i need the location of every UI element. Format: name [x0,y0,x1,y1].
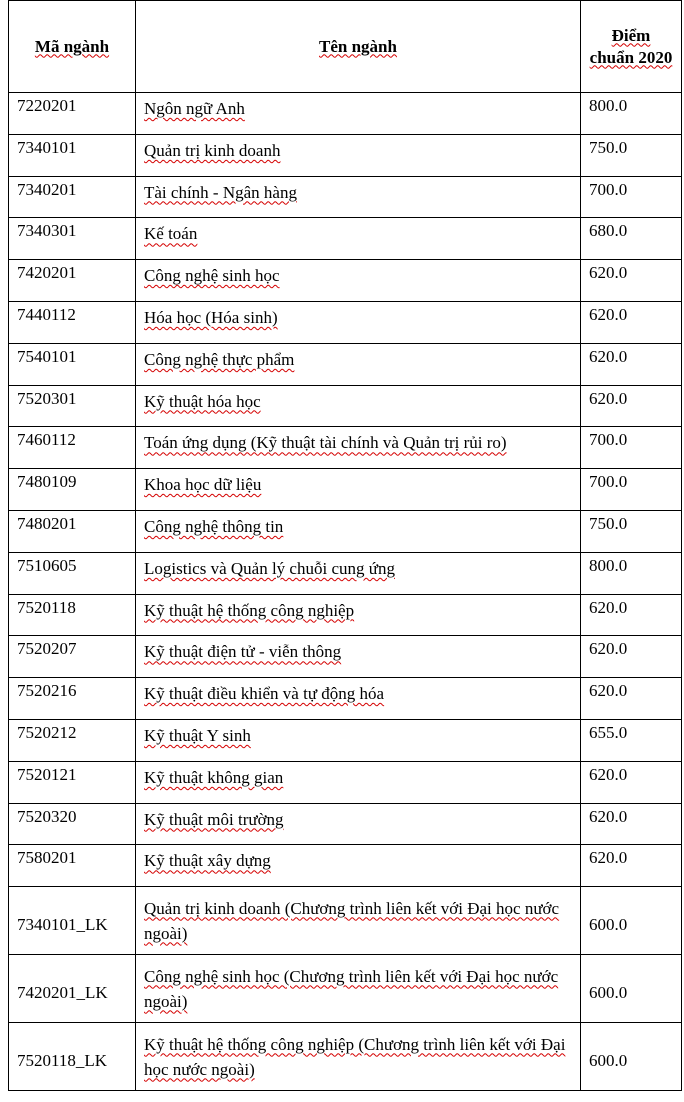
major-code-cell: 7340101_LK [9,887,136,955]
major-name-cell [136,761,581,803]
major-code-cell: 7520207 [9,636,136,678]
major-name-cell [136,93,581,135]
major-name-text: Kế toán [144,224,198,244]
table-row [9,260,682,302]
cutoff-score-cell: 655.0 [581,719,682,761]
major-code-cell: 7520301 [9,385,136,427]
major-code-cell: 7480109 [9,469,136,511]
cutoff-score-cell: 700.0 [581,427,682,469]
major-code-cell: 7520320 [9,803,136,845]
major-name-cell [136,1023,581,1091]
cutoff-score-cell: 620.0 [581,678,682,720]
table-row [9,385,682,427]
cutoff-score-cell: 800.0 [581,93,682,135]
major-code-cell: 7520121 [9,761,136,803]
major-name-cell [136,134,581,176]
header-major-code: Mã ngành [9,1,136,93]
cutoff-score-cell: 600.0 [581,887,682,955]
cutoff-score-cell: 620.0 [581,385,682,427]
major-code-cell: 7340101 [9,134,136,176]
major-name-cell [136,343,581,385]
major-name-text: Toán ứng dụng (Kỹ thuật tài chính và Quản trị rủi ro) [144,433,507,453]
cutoff-score-cell: 750.0 [581,134,682,176]
major-code-cell: 7220201 [9,93,136,135]
table-row [9,93,682,135]
table-row [9,636,682,678]
cutoff-score-cell: 620.0 [581,845,682,887]
table-row [9,594,682,636]
cutoff-score-cell: 620.0 [581,594,682,636]
major-code-cell: 7340301 [9,218,136,260]
major-code-cell: 7580201 [9,845,136,887]
major-name-text: Kỹ thuật không gian [144,767,284,787]
cutoff-score-cell: 620.0 [581,636,682,678]
major-name-text: Kỹ thuật hệ thống công nghiệp (Chương trình liên kết với Đại học nước ngoài) [144,1034,566,1079]
major-name-text: Kỹ thuật xây dựng [144,851,271,871]
major-name-text: Quản trị kinh doanh [144,140,281,160]
major-name-cell [136,845,581,887]
cutoff-score-cell: 600.0 [581,1023,682,1091]
major-name-text: Kỹ thuật điều khiển và tự động hóa [144,684,385,704]
major-code-cell: 7420201 [9,260,136,302]
major-name-cell [136,385,581,427]
cutoff-score-cell: 620.0 [581,260,682,302]
major-name-text: Kỹ thuật Y sinh [144,725,251,745]
major-code-cell: 7460112 [9,427,136,469]
cutoff-score-cell: 600.0 [581,955,682,1023]
table-row [9,134,682,176]
table-row [9,552,682,594]
major-name-cell [136,427,581,469]
major-name-text: Công nghệ thực phẩm [144,349,295,369]
major-name-text: Kỹ thuật hệ thống công nghiệp [144,600,355,620]
major-name-cell [136,887,581,955]
major-name-cell [136,955,581,1023]
major-code-cell: 7420201_LK [9,955,136,1023]
major-code-cell: 7520118_LK [9,1023,136,1091]
major-name-cell [136,552,581,594]
cutoff-score-cell: 620.0 [581,761,682,803]
major-name-text: Quản trị kinh doanh (Chương trình liên kết với Đại học nước ngoài) [144,898,560,943]
table-row [9,955,682,1023]
major-name-cell [136,803,581,845]
major-name-text: Tài chính - Ngân hàng [144,182,297,202]
major-name-cell [136,510,581,552]
major-name-text: Logistics và Quản lý chuỗi cung ứng [144,558,395,578]
table-row [9,510,682,552]
header-cutoff-score: Điểm chuẩn 2020 [581,1,682,93]
admission-scores-table [8,0,682,1091]
major-code-cell: 7520118 [9,594,136,636]
cutoff-score-cell: 620.0 [581,301,682,343]
major-name-cell [136,301,581,343]
table-row [9,469,682,511]
table-row [9,301,682,343]
major-name-text: Khoa học dữ liệu [144,475,262,495]
major-name-text: Kỹ thuật môi trường [144,809,284,829]
major-name-cell [136,719,581,761]
major-code-cell: 7340201 [9,176,136,218]
table-row [9,719,682,761]
cutoff-score-cell: 680.0 [581,218,682,260]
table-row [9,761,682,803]
table-row [9,176,682,218]
major-name-text: Kỹ thuật hóa học [144,391,261,411]
major-code-cell: 7540101 [9,343,136,385]
table-row [9,427,682,469]
table-row [9,1023,682,1091]
major-name-text: Ngôn ngữ Anh [144,99,245,118]
major-name-text: Công nghệ sinh học [144,266,280,286]
cutoff-score-cell: 700.0 [581,469,682,511]
major-name-cell [136,678,581,720]
major-name-text: Công nghệ thông tin [144,516,284,536]
cutoff-score-cell: 800.0 [581,552,682,594]
major-name-cell [136,218,581,260]
table-row [9,803,682,845]
major-name-text: Công nghệ sinh học (Chương trình liên kết với Đại học nước ngoài) [144,966,559,1011]
major-name-cell [136,176,581,218]
table-row [9,343,682,385]
major-code-cell: 7520216 [9,678,136,720]
major-code-cell: 7480201 [9,510,136,552]
major-code-cell: 7440112 [9,301,136,343]
major-name-cell [136,636,581,678]
major-name-text: Kỹ thuật điện tử - viễn thông [144,642,342,662]
cutoff-score-cell: 700.0 [581,176,682,218]
header-major-name: Tên ngành [136,1,581,93]
major-name-text: Hóa học (Hóa sinh) [144,307,278,327]
major-code-cell: 7520212 [9,719,136,761]
table-row [9,845,682,887]
header-row [9,1,682,93]
major-name-cell [136,469,581,511]
table-row [9,678,682,720]
table-row [9,218,682,260]
cutoff-score-cell: 620.0 [581,803,682,845]
table-row [9,887,682,955]
cutoff-score-cell: 620.0 [581,343,682,385]
major-name-cell [136,594,581,636]
major-name-cell [136,260,581,302]
major-code-cell: 7510605 [9,552,136,594]
cutoff-score-cell: 750.0 [581,510,682,552]
